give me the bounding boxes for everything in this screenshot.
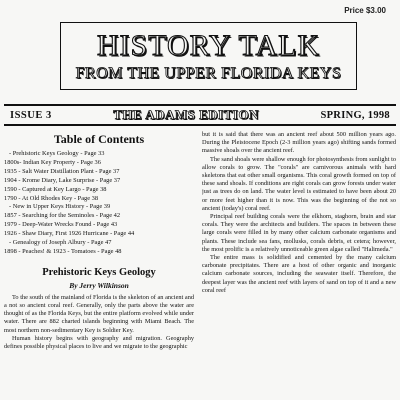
masthead-subtitle: FROM THE UPPER FLORIDA KEYS <box>75 65 342 82</box>
toc-item: - Genealogy of Joseph Albury - Page 47 <box>9 239 112 247</box>
toc-list <box>4 150 194 257</box>
toc-title: Table of Contents <box>53 132 145 146</box>
article-paragraph: The entire mass is solidified and cemented by the many calcium carbonate precipitates. There are a host of other organic and inorganic calcium carbonate sources, including the seawater itself. Therefore, the deepest layer was the ancient reef with layers of sand on top of it and a new coral reef <box>202 254 396 294</box>
issue-date: SPRING, 1998 <box>320 109 390 121</box>
article-byline: By Jerry Wilkinson <box>69 280 129 290</box>
toc-item: 1898 - Peaches! & 1923 - Tomatoes - Page 48 <box>4 247 122 255</box>
right-column <box>202 131 396 400</box>
article-paragraph: The sand shoals were shallow enough for photosynthesis from sunlight to allow corals to grow. The "corals" are carnivorous animals with hard skeletons that eat other small organisms. This coral growth formed on top of these sand shoals. If conditions are right corals can grow forests under water just as trees do on land. The water level is estimated to have been about 20 or more feet higher than it is now. This was the beginning of the not so ancient (today's) coral reef. <box>202 155 396 212</box>
article-paragraph: Human history begins with geography and migration. Geography defines possible physical places to live and we migrate to the geographic <box>4 334 194 351</box>
issue-banner <box>4 104 396 126</box>
masthead <box>60 22 357 90</box>
article-paragraph: but it is said that there was an ancient reef about 500 million years ago. During the Pleistocene Epoch (2-3 million years ago) shifting sands formed massive shoals over the ancient reef. <box>202 131 396 155</box>
article-body-right <box>202 131 396 295</box>
toc-item: 1979 - Deep-Water Wrecks Found - Page 43 <box>4 221 118 229</box>
edition-title: THE ADAMS EDITION <box>113 107 259 122</box>
toc-item: - New in Upper Keys History - Page 39 <box>9 203 111 211</box>
toc-item: 1790 - At Old Rhodes Key - Page 38 <box>4 194 99 202</box>
toc-item: 1904 - Krome Diary, Lake Surprise - Page 37 <box>4 176 121 184</box>
toc-item: 1935 - Salt Water Distillation Plant - Page 37 <box>4 167 120 175</box>
article-body-left <box>4 294 194 351</box>
left-column <box>4 131 194 400</box>
toc-item: 1590 - Captured at Key Largo - Page 38 <box>4 185 107 193</box>
toc-item: 1800s- Indian Key Property - Page 36 <box>4 158 101 166</box>
price-label: Price $3.00 <box>344 6 386 15</box>
toc-item: - Prehistoric Keys Geology - Page 33 <box>9 150 105 157</box>
article-title: Prehistoric Keys Geology <box>42 266 156 278</box>
article-paragraph: To the south of the mainland of Florida is the skeleton of an ancient and a not so ancient coral reef. Generally, only the parts above the water are thought of as the Florida Keys, but the entire platform evolved while under water. There are 882 charted islands beginning with Miami Beach. The most northern non-sedimentary Key is Soldier Key. <box>4 293 194 334</box>
article-paragraph: Principal reef building corals were the elkhorn, staghorn, brain and star corals. They were the architects and builders. The spaces in between these large corals were filled in by many other calcium carbonate organisms and plants. These include sea fans, mollusks, corals debris, et cetera; however, the most prolific is a relatively unnoticeable green algae called "Halimeda." <box>202 213 396 253</box>
masthead-title: HISTORY TALK <box>96 29 321 62</box>
toc-item: 1857 - Searching for the Seminoles - Page 42 <box>4 212 121 220</box>
toc-item: 1926 - Shaw Diary, First 1926 Hurricane - Page 44 <box>4 230 135 238</box>
issue-number: ISSUE 3 <box>10 109 52 121</box>
